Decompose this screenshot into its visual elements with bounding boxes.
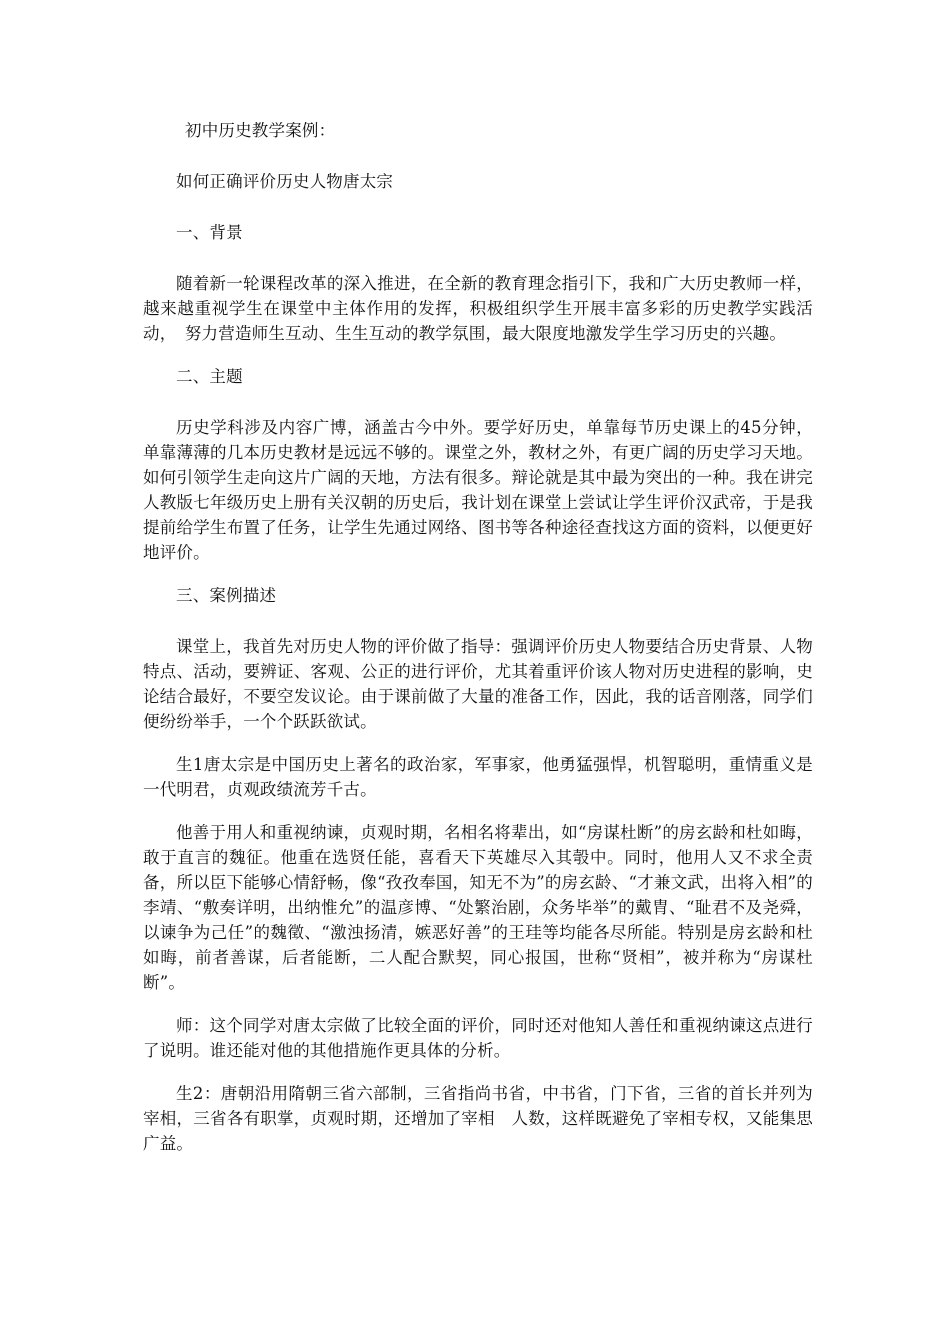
paragraph-talent-and-advice: 他善于用人和重视纳谏，贞观时期，名相名将辈出，如“房谋杜断”的房玄龄和杜如晦，敢于直言的魏征。他重在选贤任能，喜看天下英雄尽入其彀中。同时，他用人又不求全责备，所以臣下能够心情舒畅，像“孜孜奉国，知无不为”的房玄龄、“才兼文武，出将入相”的李靖、“敷奏详明，出纳惟允”的温彦博、“处繁治剧，众务毕举”的戴胄、“耻君不及尧舜，以谏争为己任”的魏徵、“激浊扬清，嫉恶好善”的王珪等均能各尽所能。特别是房玄龄和杜如晦，前者善谋，后者能断，二人配合默契，同心报国，世称“贤相”，被并称为“房谋杜断”。 [143,823,813,992]
document-title-line1: 初中历史教学案例： [185,121,336,140]
section-heading-case-description: 三、案例描述 [176,586,277,605]
paragraph-student1: 生1唐太宗是中国历史上著名的政治家，军事家，他勇猛强悍，机智聪明，重情重义是一代明君，贞观政绩流芳千古。 [143,755,813,799]
section-heading-theme: 二、主题 [176,367,243,386]
document-title-line2: 如何正确评价历史人物唐太宗 [176,172,394,191]
paragraph-background: 随着新一轮课程改革的深入推进，在全新的教育理念指引下，我和广大历史教师一样，越来越重视学生在课堂中主体作用的发挥，积极组织学生开展丰富多彩的历史教学实践活动， 努力营造师生互动、生生互动的教学氛围，最大限度地激发学生学习历史的兴趣。 [143,274,813,343]
paragraph-teacher-comment: 师：这个同学对唐太宗做了比较全面的评价，同时还对他知人善任和重视纳谏这点进行了说明。谁还能对他的其他措施作更具体的分析。 [143,1016,813,1060]
paragraph-student2: 生2：唐朝沿用隋朝三省六部制，三省指尚书省，中书省，门下省，三省的首长并列为宰相，三省各有职掌，贞观时期，还增加了宰相 人数，这样既避免了宰相专权，又能集思广益。 [143,1084,813,1153]
section-heading-background: 一、背景 [176,223,243,242]
paragraph-classroom-guidance: 课堂上，我首先对历史人物的评价做了指导：强调评价历史人物要结合历史背景、人物特点、活动，要辨证、客观、公正的进行评价，尤其着重评价该人物对历史进程的影响，史论结合最好，不要空发议论。由于课前做了大量的准备工作，因此，我的话音刚落，同学们便纷纷举手，一个个跃跃欲试。 [143,637,813,731]
document-body [143,118,813,1174]
paragraph-theme: 历史学科涉及内容广博，涵盖古今中外。要学好历史，单靠每节历史课上的45分钟，单靠薄薄的几本历史教材是远远不够的。课堂之外，教材之外，有更广阔的历史学习天地。如何引领学生走向这片广阔的天地，方法有很多。辩论就是其中最为突出的一种。我在讲完人教版七年级历史上册有关汉朝的历史后，我计划在课堂上尝试让学生评价汉武帝，于是我提前给学生布置了任务，让学生先通过网络、图书等各种途径查找这方面的资料，以便更好地评价。 [143,418,813,562]
